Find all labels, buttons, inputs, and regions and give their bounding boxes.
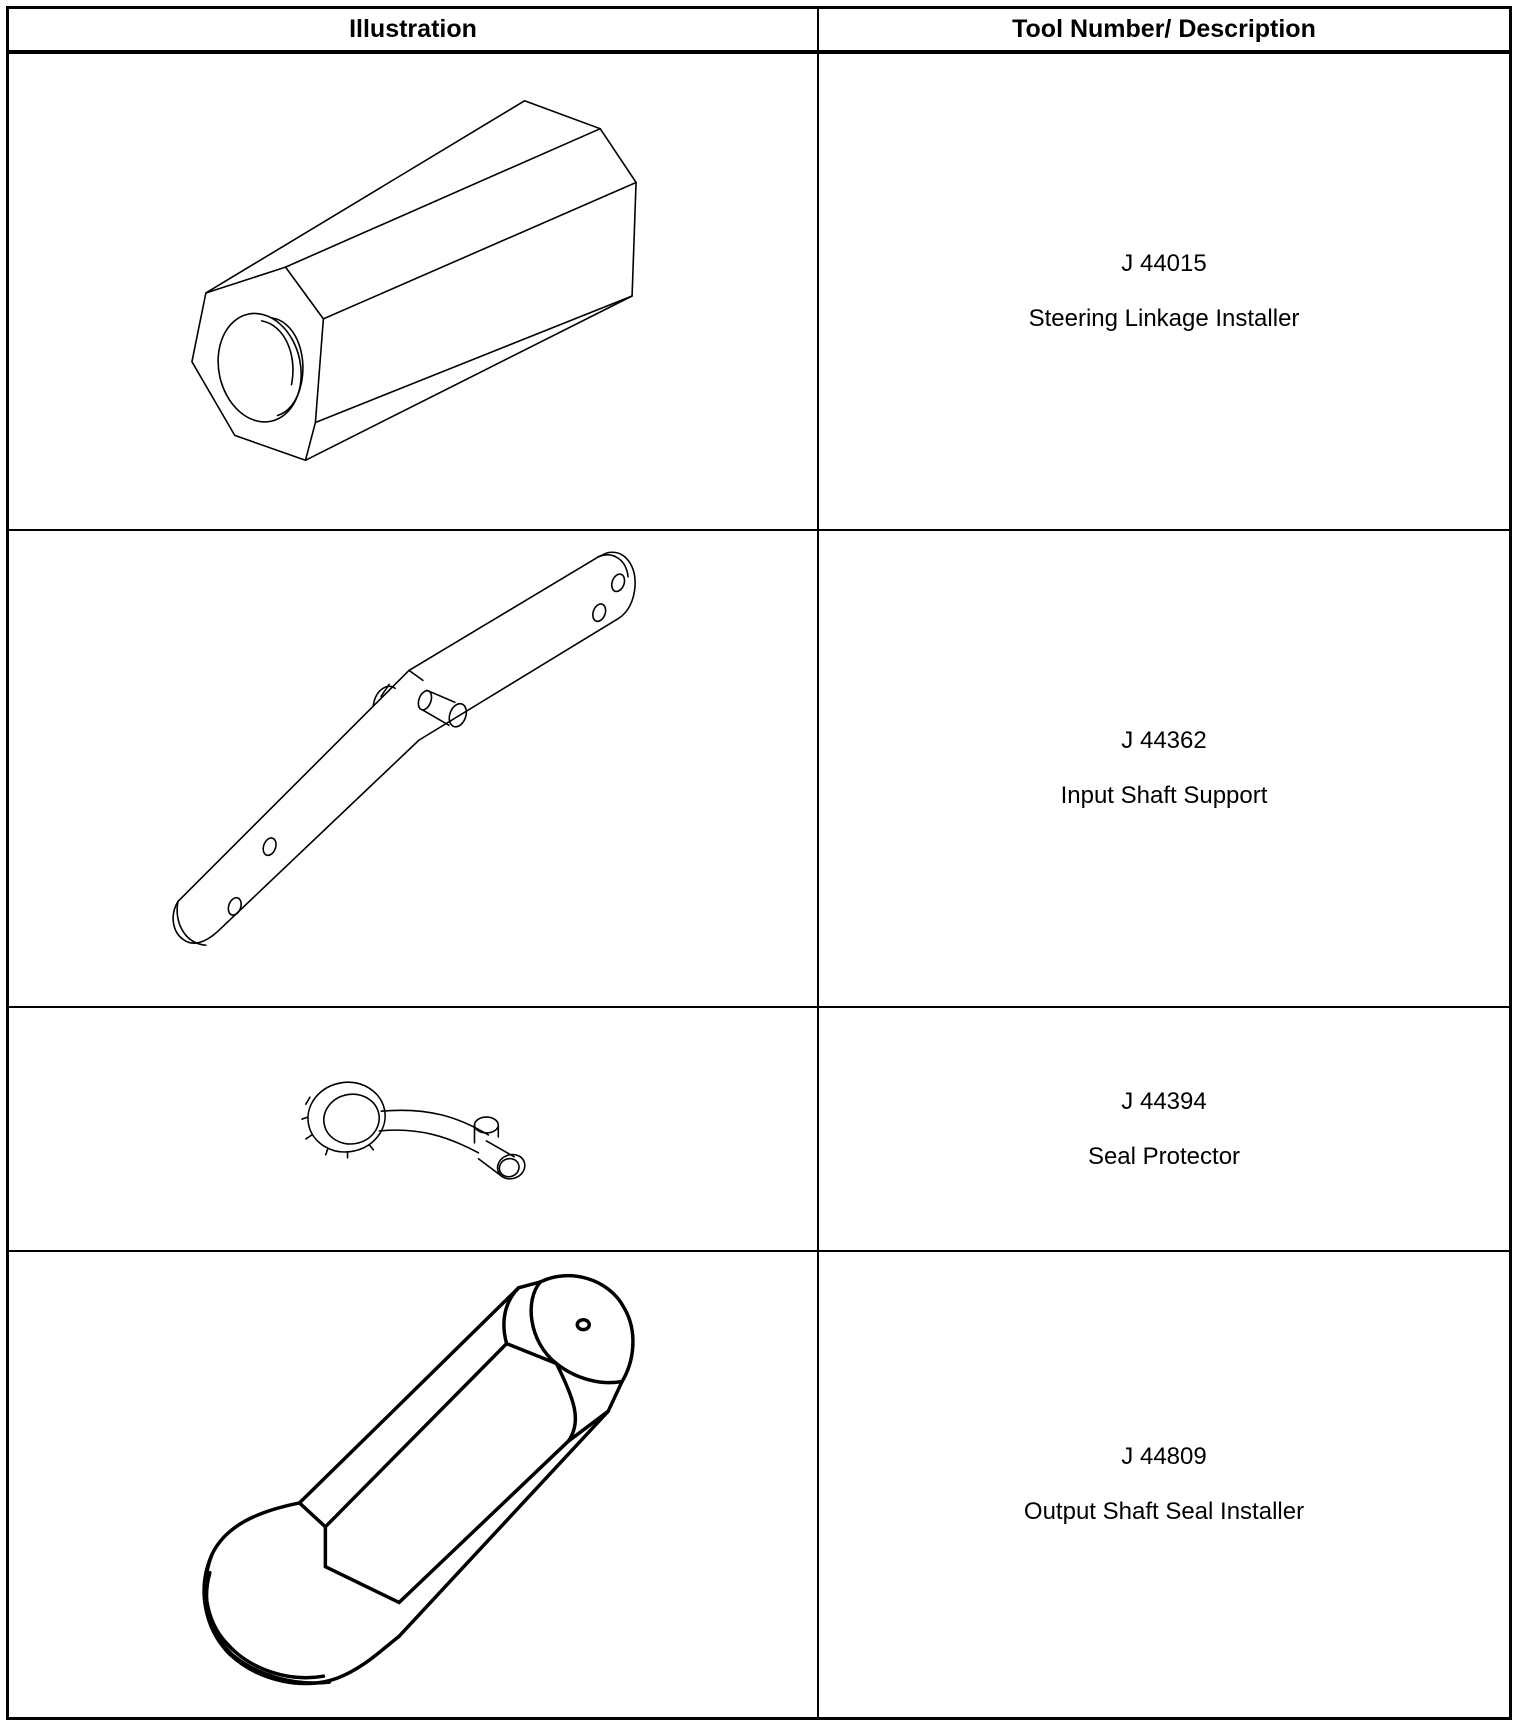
hex-coupler-icon (9, 54, 817, 529)
tool-name: Seal Protector (1087, 1142, 1241, 1170)
table-header-row (9, 9, 1509, 52)
tool-table (6, 6, 1512, 1720)
description-cell (819, 54, 1509, 529)
tool-number: J 44015 (1121, 250, 1207, 277)
tool-name: Input Shaft Support (1060, 782, 1268, 809)
support-bar-icon (9, 531, 817, 1006)
description-cell (819, 1008, 1509, 1250)
table-row (9, 52, 1509, 529)
tool-number: J 44362 (1121, 727, 1207, 754)
description-cell (819, 531, 1509, 1006)
description-column-header: Tool Number/ Description (1012, 15, 1316, 43)
table-row (9, 1250, 1509, 1717)
description-cell (819, 1252, 1509, 1717)
tool-number: J 44394 (1121, 1087, 1207, 1115)
tool-number: J 44809 (1121, 1443, 1207, 1470)
illustration-cell (9, 1008, 817, 1250)
illustration-cell (9, 531, 817, 1006)
table-row (9, 529, 1509, 1006)
table-row (9, 1006, 1509, 1250)
illustration-column-header: Illustration (349, 15, 477, 43)
illustration-cell (9, 1252, 817, 1717)
tool-name: Steering Linkage Installer (1028, 305, 1300, 332)
seal-protector-icon (9, 1008, 817, 1250)
seal-installer-icon (9, 1252, 817, 1717)
tool-name: Output Shaft Seal Installer (1023, 1498, 1305, 1525)
illustration-cell (9, 54, 817, 529)
